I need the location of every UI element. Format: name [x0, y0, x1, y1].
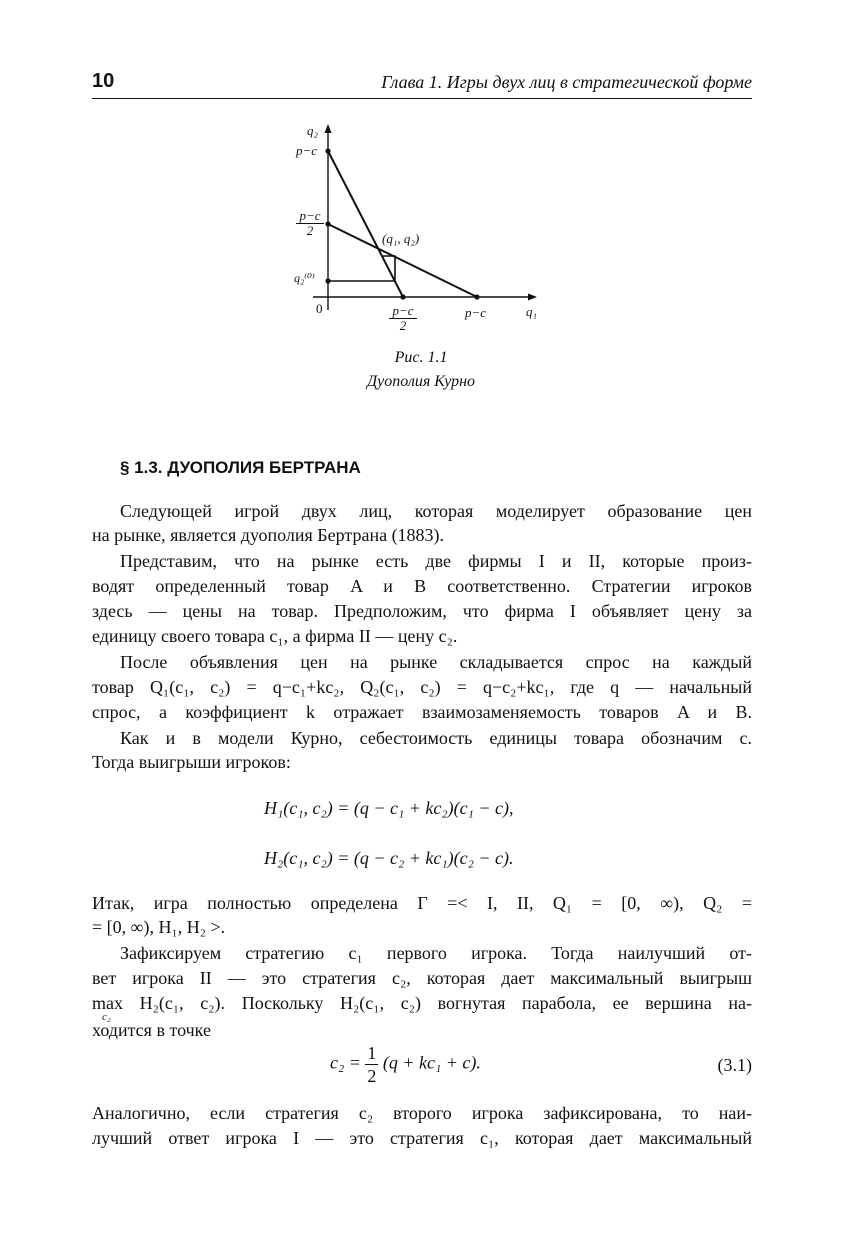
paragraph-5-line-2: = [0, ∞), H₁, H₂ >. — [92, 917, 226, 937]
y-half-label: $\frac{p-c}{2}$ — [296, 209, 324, 237]
equation-3-1 — [330, 1042, 481, 1087]
equation-3-1-lhs: c₂ = — [330, 1052, 361, 1073]
y-q2-0-label: q₂⁽⁰⁾ — [294, 271, 315, 285]
reaction-line-1 — [328, 151, 403, 297]
page-header — [92, 68, 752, 99]
y-top-label: p−c — [296, 143, 318, 158]
paragraph-1-line-2: на рынке, является дуополия Бертрана (1883). — [92, 525, 445, 545]
x-half-label: $\frac{p-c}{2}$ — [389, 304, 417, 332]
paragraph-4-line-2: Тогда выигрыши игроков: — [92, 752, 291, 772]
paragraph-2-line-1: Представим, что на рынке есть две фирмы I и II, которые произ- — [120, 551, 752, 571]
paragraph-3-line-1: После объявления цен на рынке складывается спрос на каждый — [120, 652, 752, 672]
paragraph-7-line-2: лучший ответ игрока I — это стратегия c₁, которая дает максимальный — [92, 1128, 752, 1148]
paragraph-6-line-4: ходится в точке — [92, 1020, 211, 1040]
paragraph-7-line-1: Аналогично, если стратегия c₂ второго игрока зафиксирована, то наи- — [92, 1103, 752, 1123]
paragraph-4-line-1: Как и в модели Курно, себестоимость единицы товара обозначим c. — [120, 728, 752, 748]
paragraph-1-line-1: Следующей игрой двух лиц, которая моделирует образование цен — [120, 501, 752, 521]
paragraph-2-line-3: здесь — цены на товар. Предположим, что фирма I объявляет цену за — [92, 601, 752, 621]
section-heading: § 1.3. ДУОПОЛИЯ БЕРТРАНА — [120, 458, 361, 477]
paragraph-6-line-3: max H₂(c₁, c₂). Поскольку H₂(c₁, c₂) вогнутая парабола, ее вершина на- — [92, 993, 752, 1013]
page-number: 10 — [92, 70, 115, 92]
origin-label: 0 — [316, 301, 323, 316]
equation-3-1-fraction — [365, 1042, 378, 1087]
point-x-full — [474, 294, 479, 299]
paragraph-2-line-4: единицу своего товара c₁, а фирма II — цену c₂. — [92, 626, 458, 646]
y-axis-label: q₂ — [307, 123, 319, 138]
paragraph-2-line-2: водят определенный товар A и B соответственно. Стратегии игроков — [92, 576, 752, 596]
equation-h2: H₂(c₁, c₂) = (q − c₂ + kc₁)(c₂ − c). — [264, 848, 514, 868]
figure-caption-title: Дуополия Курно — [366, 373, 476, 390]
figure-caption-number: Рис. 1.1 — [394, 349, 448, 366]
x-axis-label: q₁ — [526, 304, 538, 319]
equilibrium-label: (q₁, q₂) — [382, 231, 420, 246]
equation-3-1-numerator: 1 — [367, 1043, 377, 1063]
x-full-label: p−c — [465, 305, 487, 320]
paragraph-5-line-1: Итак, игра полностью определена Γ =< I, II, Q₁ = [0, ∞), Q₂ = — [92, 893, 752, 913]
equation-3-1-denominator: 2 — [367, 1066, 377, 1086]
cournot-figure — [285, 120, 555, 345]
paragraph-3-line-2: товар Q₁(c₁, c₂) = q−c₁+kc₂, Q₂(c₁, c₂) = q−c₂+kc₁, где q — начальный — [92, 677, 752, 697]
equation-number: (3.1) — [717, 1055, 752, 1075]
equation-h1: H₁(c₁, c₂) = (q − c₁ + kc₂)(c₁ − c), — [264, 798, 514, 818]
cournot-diagram — [285, 120, 555, 345]
paragraph-6-line-2: вет игрока II — это стратегия c₂, которая дает максимальный выигрыш — [92, 968, 752, 988]
point-y-half — [325, 221, 330, 226]
equation-3-1-rhs: (q + kc₁ + c). — [382, 1052, 481, 1073]
point-x-half — [400, 294, 405, 299]
x-axis-arrow-icon — [528, 294, 537, 301]
y-axis-arrow-icon — [325, 124, 332, 133]
point-y-q2-0 — [325, 278, 330, 283]
max-subscript: c₂ — [102, 1011, 111, 1023]
paragraph-3-line-3: спрос, а коэффициент k отражает взаимозаменяемость товаров A и B. — [92, 702, 752, 722]
paragraph-6-line-1: Зафиксируем стратегию c₁ первого игрока. Тогда наилучший от- — [120, 943, 752, 963]
running-head: Глава 1. Игры двух лиц в стратегической форме — [381, 72, 752, 92]
point-y-top — [325, 148, 330, 153]
